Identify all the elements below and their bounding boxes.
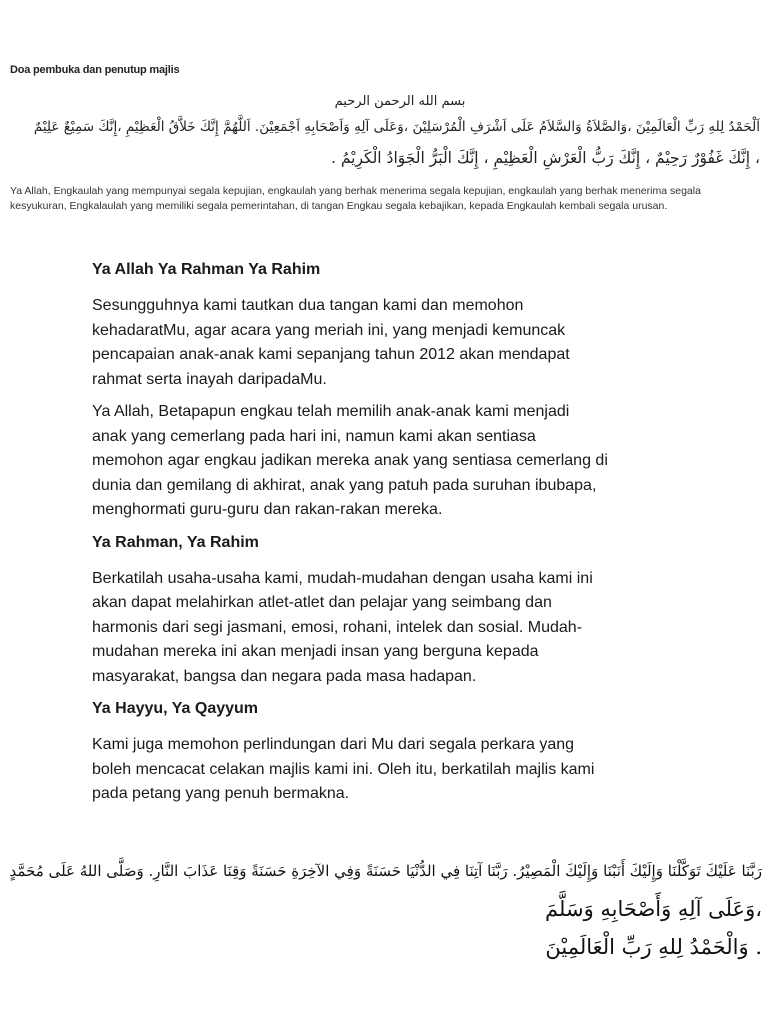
arabic-opening-prayer — [8, 112, 760, 174]
section-paragraph: Ya Allah, Betapapun engkau telah memilih anak-anak kami menjadi anak yang cemerlang pada hari ini, namun kami akan sentiasa memohon agar engkau jadikan mereka anak yang sentiasa cemerlang di dunia dan gemilang di akhirat, anak yang patuh pada suruhan ibubapa, menghormati guru-guru dan rakan-rakan mereka. — [92, 403, 608, 518]
section-paragraph: Berkatilah usaha-usaha kami, mudah-mudahan dengan usaha kami ini akan dapat melahirkan atlet-atlet dan pelajar yang seimbang dan harmonis dari segi jasmani, emosi, rohani, intelek dan sosial. Mudah- mudahan mereka ini akan menjadi insan yang berguna kepada masyarakat, bangsa dan negara pada masa hadapan. — [92, 569, 593, 685]
prayer-body — [92, 258, 692, 807]
arabic-closing-line: ،وَعَلَى آلِهِ وَأَصْحَابِهِ وَسَلَّمَ — [545, 897, 762, 921]
section-heading: Ya Rahman, Ya Rahim — [92, 533, 259, 551]
section-paragraph: Kami juga memohon perlindungan dari Mu dari segala perkara yang boleh mencacat celakan majlis kami ini. Oleh itu, berkatilah majlis kami pada petang yang penuh bermakna. — [92, 736, 595, 802]
section-heading: Ya Hayyu, Ya Qayyum — [92, 700, 259, 717]
opening-translation: Ya Allah, Engkaulah yang mempunyai segala kepujian, engkaulah yang berhak menerima segala kepujian, engkaulah yang berhak menerima segala kesyukuran, Engkalaulah yang memiliki segala pemerintahan, di tangan Engkau segala kebajikan, kepada Engkaulah kembali segala urusan. — [10, 185, 701, 212]
arabic-opening-line: ، إِنَّكَ غَفُوْرٌ رَحِيْمٌ ، إِنَّكَ رَبُّ الْعَرْشِ الْعَظِيْمِ ، إِنَّكَ الْبَرُّ الْجَوَادُ الْكَرِيْمُ . — [330, 149, 760, 167]
document-heading: Doa pembuka dan penutup majlis — [10, 64, 180, 76]
arabic-closing-line: رَبَّنَا عَلَيْكَ تَوَكَّلْنَا وَإِلَيْكَ أَنَبْنَا وَإِلَيْكَ الْمَصِيْرُ. رَبَّنَا آتِنَا فِي الدُّنْيَا حَسَنَةً وَفِي الآخِرَةِ حَسَنَةً وَقِنَا عَذَابَ النَّارِ. وَصَلَّى اللهُ عَلَى مُحَمَّدٍ — [9, 862, 762, 880]
section-paragraph: Sesungguhnya kami tautkan dua tangan kami dan memohon kehadaratMu, agar acara yang meriah ini, yang menjadi kemuncak pencapaian anak-anak kami sepanjang tahun 2012 akan mendapat rahmat serta inayah daripadaMu. — [92, 297, 570, 388]
bismillah-text: بسم الله الرحمن الرحيم — [334, 94, 466, 109]
arabic-opening-line: اَلْحَمْدُ لِلهِ رَبِّ الْعَالَمِيْنَ ،وَالصَّلاَةُ وَالسَّلاَمُ عَلَى اَشْرَفِ الْمُرْسَلِيْنَ ،وَعَلَى آلِهِ وَاَصْحَابِهِ اَجْمَعِيْنَ. اَللَّهُمَّ إِنَّكَ خَلاَّقُ الْعَظِيْمِ ،إِنَّكَ سَمِيْعٌ عَلِيْمٌ — [33, 119, 760, 135]
arabic-closing-line: . وَالْحَمْدُ لِلهِ رَبِّ الْعَالَمِيْنَ — [545, 935, 762, 959]
section-heading: Ya Allah Ya Rahman Ya Rahim — [92, 261, 321, 278]
arabic-closing-prayer — [10, 852, 762, 966]
